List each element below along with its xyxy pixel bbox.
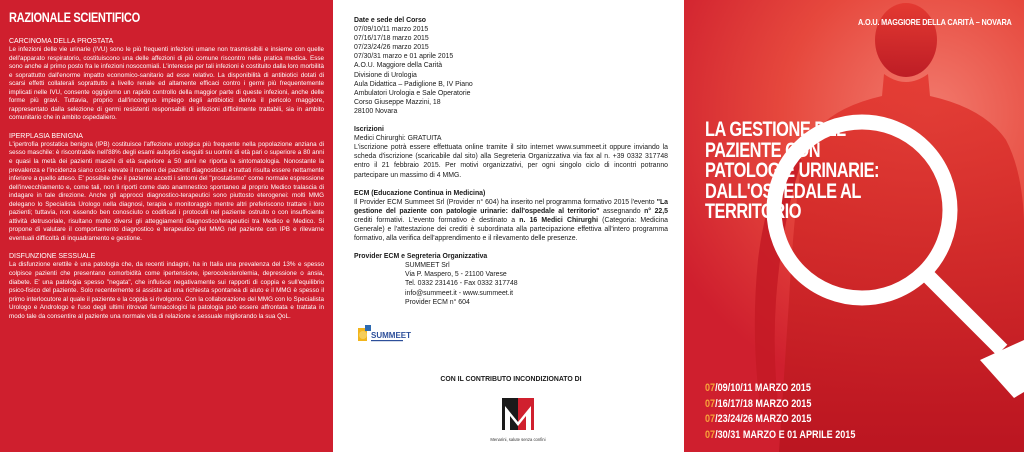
iscrizioni-line: Medici Chirurghi: GRATUITA (354, 135, 442, 143)
left-panel (0, 0, 333, 452)
iscrizioni-text: L'iscrizione potrà essere effettuata online tramite il sito internet www.summeet.it oppure inviando la scheda d'iscrizione (scaricabile dal sito) alla Segreteria Organizzativa via fax al n. +39 0332 317748 entro il 21 febbraio 2015. Per motivi organizzativi, per ogni singolo ciclo di incontri potranno partecipare un massimo di 4 MMG. (354, 144, 668, 179)
iscrizioni-title: Iscrizioni (354, 126, 384, 134)
cover-panel (684, 0, 1024, 452)
date-line: 07/30/31 marzo e 01 aprile 2015 (354, 53, 454, 61)
venue-line: A.O.U. Maggiore della Carità (354, 62, 443, 70)
provider-line: Via P. Maspero, 5 - 21100 Varese (405, 271, 507, 279)
event-title-line: PATOLOGIE URINARIE: (705, 159, 880, 182)
provider-line: SUMMEET Srl (405, 262, 450, 270)
section-text-carcinoma: Le infezioni delle vie urinarie (IVU) sono le più frequenti infezioni umane non trasmissibili e insieme con quelle dell'apparato respiratorio, costituiscono una delle affezioni di più comune riscontro nella pratica medica. Esse sono anche al primo posto fra le infezioni nosocomiali. L'interesse per tali infezioni è costituito dalla loro morbilità e soprattutto dall'enorme impatto economico-sanitario ad esse relativo. La disponibilità di antibiotici dotati di scarsi effetti collaterali soprattutto a livello renale ed altamente efficaci contro i germi più frequentemente implicati nelle IVU, consente oggigiorno un rapido controllo della maggior parte di queste infezioni, anche delle forme più gravi. Tuttavia, proprio dall'incongruo impiego degli antibiotici deriva il pericolo maggiore, rappresentato dalla selezione di germi resistenti responsabili di infezioni difficilmente trattabili, sia in ambito comunitario che in ambito ospedaliero. (9, 46, 324, 122)
menarini-caption: Menarini, salute senza confini (490, 437, 546, 442)
event-date-line (705, 412, 855, 428)
section-text-disfunzione: La disfunzione erettile è una patologia che, da recenti indagini, ha in Italia una prevalenza del 13% e spesso colpisce pazienti che presentano comorbidità come ipertensione, iperocolesterolemia, depressione o ansia, diabete. E' una patologia spesso "negata", che influisce negativamente sui rapporti di coppia e sull'equilibrio psico-fisico del paziente. Solo recentemente si assiste ad una richiesta spontanea di aiuto e il MMG è spesso il primo interlocutore al quale il paziente e la coppia si rivolgono. Con la collaborazione del MMG con lo Specialista Urologo e Andrologo e l'uso degli ultimi ritrovati farmacologici la patologia può essere affrontata e trattata in modo tale da consentire al paziente una normale vita di relazione e sessuale migliorando la sua QoL. (9, 261, 324, 320)
date-highlight: 07 (705, 382, 716, 394)
summeet-logo (356, 318, 411, 348)
provider-line: Tel. 0332 231416 - Fax 0332 317748 (405, 280, 518, 288)
venue-line: 28100 Novara (354, 107, 398, 115)
event-title-line: DALL'OSPEDALE AL (705, 179, 861, 203)
date-highlight: 07 (705, 397, 716, 410)
ecm-text-part: (Categoria: Medicina Generale) e l'attestazione dei crediti è subordinata alla partecipazione effettiva all'intero programma formativo, alla verifica dell'apprendimento e il rilevamento delle presenze. (354, 216, 669, 243)
left-heading: RAZIONALE SCIENTIFICO (9, 10, 140, 25)
menarini-logo (488, 394, 548, 446)
event-title (705, 120, 879, 223)
provider-title: Provider ECM e Segreteria Organizzativa (354, 253, 488, 261)
section-text-iperplasia: L'ipertrofia prostatica benigna (IPB) costituisce l'affezione urologica più frequente nella popolazione anziana di sesso maschile: è riscontrabile nell'88% degli esami autoptici eseguiti su uomini di età pari o superiore a 80 anni e quasi la metà dei pazienti maschi di età superiore a 50 anni ne riporta la sintomatologia. Nonostante la prevalenza e l'incidenza siano così elevate il numero dei pazienti diagnosticati e trattati risulta essere nettamente inferiore a quello atteso. E' possibile che il paziente accetti i sintomi del "prostatismo" come normale espressione dell'invecchiamento e, come tali, non li riporti come dato anamnestico spontaneo al proprio Medico tralascia di indagare in tale direzione. Anche gli approcci diagnostico-terapeutici sono piuttosto eterogenei: molti MMG delegano lo Specialista Urologo nella diagnosi, terapia e monitoraggio mentre altri preferiscono trattare i loro pazienti; tuttavia, non essendo ben conosciuto o codificati i protocolli nel paziente ostruito o con insufficiente attività detrusoriale, risultano molto diversi gli atteggiamenti diagnostico/terapeutici tra Medico e Medico. Si propone di valutare il comportamento diagnostico e terapeutico del MMG nel paziente con IPB e rilevarne eventuali difficoltà di inquadramento e gestione. (9, 140, 324, 242)
ecm-text (354, 198, 668, 243)
section-title-iperplasia: IPERPLASIA BENIGNA (9, 132, 83, 140)
ecm-text-part: assegnando (599, 207, 645, 215)
date-highlight: 07 (705, 413, 716, 425)
date-rest: /09/10/11 MARZO 2015 (715, 382, 811, 394)
event-title-line: PAZIENTE CON (705, 138, 821, 162)
date-line: 07/16/17/18 marzo 2015 (354, 35, 429, 43)
organization-name: A.O.U. MAGGIORE DELLA CARITÀ – NOVARA (858, 17, 1012, 27)
venue-line: Divisione di Urologia (354, 71, 417, 79)
contributo-text: CON IL CONTRIBUTO INCONDIZIONATO DI (440, 376, 582, 383)
provider-block (405, 261, 668, 306)
event-title-line: LA GESTIONE DEL (705, 118, 846, 141)
venue-line: Ambulatori Urologia e Sale Operatorie (354, 89, 471, 97)
summeet-logo-text: SUMMEET (371, 331, 411, 340)
event-title-line: TERRITORIO (705, 200, 802, 223)
date-line: 07/09/10/11 marzo 2015 (354, 26, 429, 34)
date-rest: /23/24/26 MARZO 2015 (715, 413, 812, 425)
section-title-disfunzione: DISFUNZIONE SESSUALE (9, 253, 96, 261)
event-date-line (705, 381, 855, 397)
provider-line: info@summeet.it - www.summeet.it (405, 289, 514, 297)
ecm-credits: n° 22,5 (644, 207, 668, 215)
ecm-event-title: "La gestione del paziente con patologie urinarie: dall'ospedale al territorio" (354, 198, 668, 215)
date-title: Date e sede del Corso (354, 17, 426, 24)
date-line: 07/23/24/26 marzo 2015 (354, 44, 429, 52)
date-highlight: 07 (705, 428, 716, 441)
event-dates (705, 381, 855, 443)
date-rest: /16/17/18 MARZO 2015 (715, 397, 812, 410)
event-date-line (705, 397, 855, 413)
ecm-text-part: Il Provider ECM Summeet Srl (Provider n° 604) ha inserito nel programma formativo 2015 l'evento (354, 198, 657, 206)
ecm-text-part: crediti formativi. L'evento formativo è destinato a (354, 216, 520, 224)
provider-line: Provider ECM n° 604 (405, 298, 470, 306)
event-date-line (705, 428, 855, 444)
ecm-title: ECM (Educazione Continua in Medicina) (354, 189, 486, 197)
section-title-carcinoma: CARCINOMA DELLA PROSTATA (9, 38, 114, 45)
ecm-participants: n. 16 Medici Chirurghi (519, 216, 599, 224)
middle-panel (338, 0, 684, 452)
venue-line: Aula Didattica – Padiglione B, IV Piano (354, 80, 473, 88)
venue-line: Corso Giuseppe Mazzini, 18 (354, 98, 441, 106)
date-rest: /30/31 MARZO E 01 APRILE 2015 (715, 428, 856, 441)
